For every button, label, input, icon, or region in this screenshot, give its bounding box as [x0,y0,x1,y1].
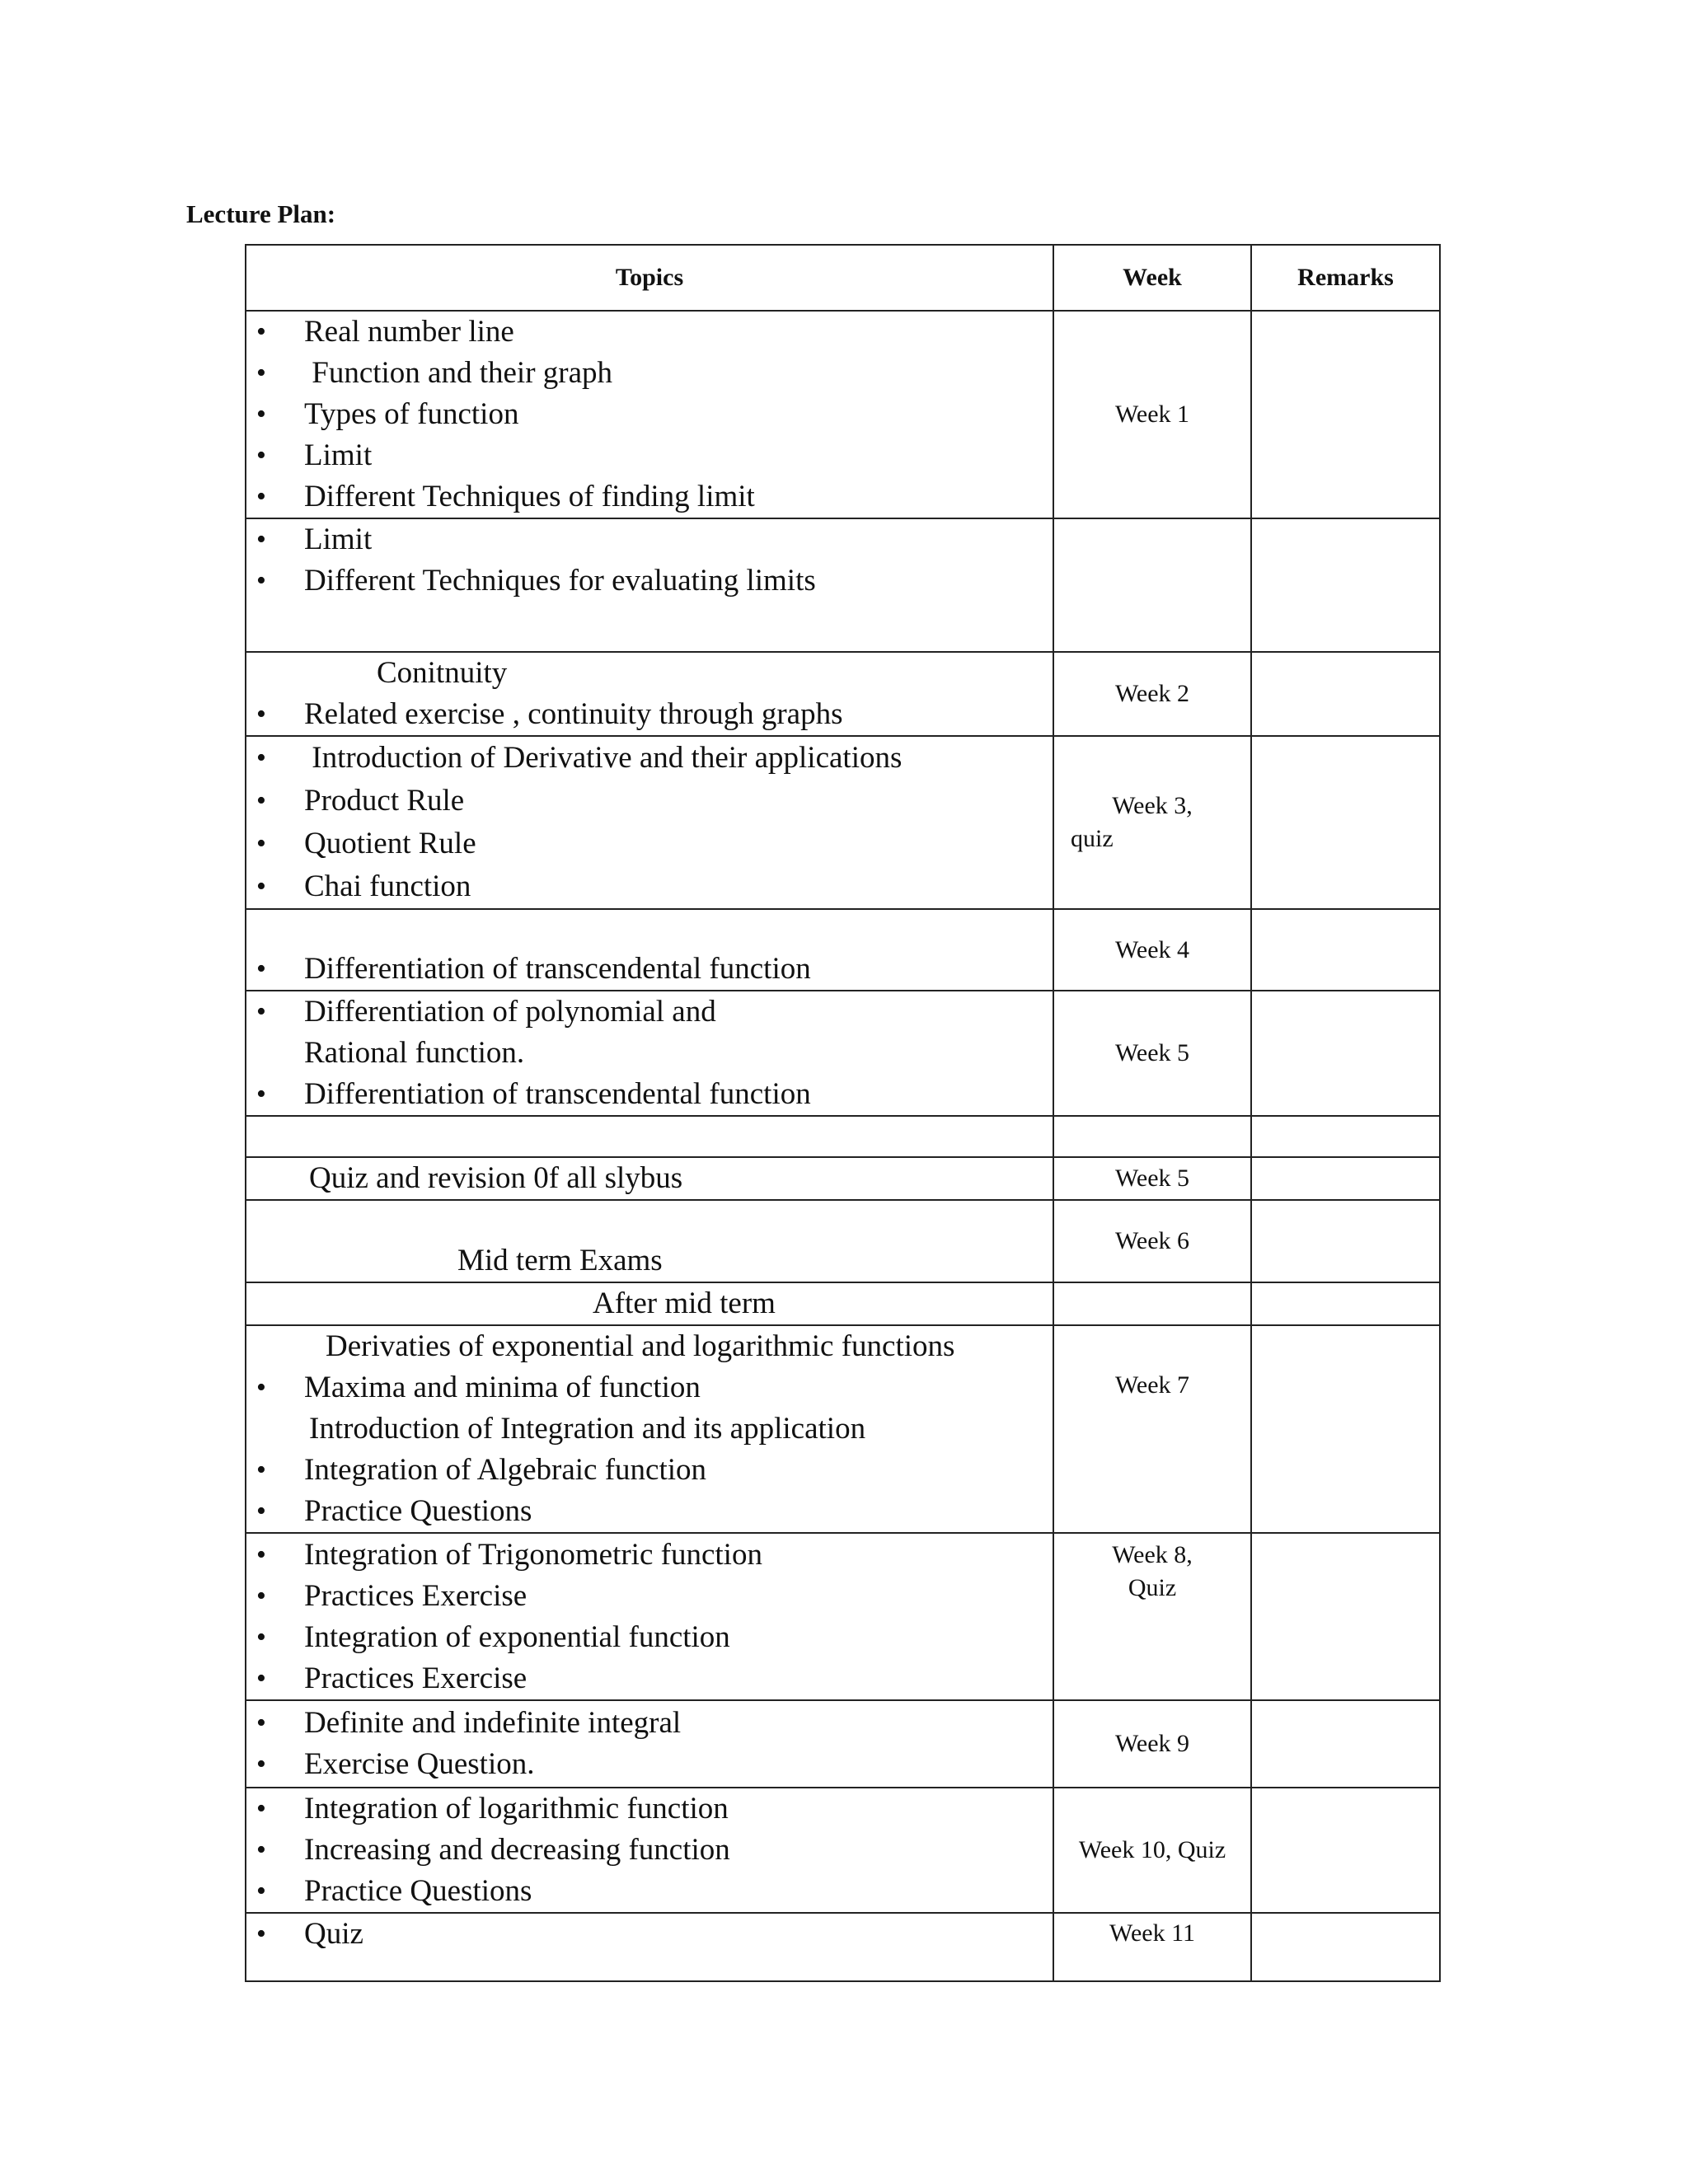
topics-cell [246,736,1053,909]
topic-item: • Real number line [304,312,1053,353]
remarks-cell [1251,736,1440,909]
week-cell [1053,518,1251,652]
topics-cell [246,652,1053,736]
topic-item: • Differentiation of transcendental function [304,1074,1053,1115]
table-row [246,518,1440,652]
topic-item: • Limit [304,519,1053,560]
topic-heading: Derivaties of exponential and logarithmic functions [326,1329,955,1363]
topic-item: • Different Techniques of finding limit [304,476,1053,518]
week-cell: Week 4 [1053,909,1251,991]
week-label: Week 3, [1112,792,1193,819]
topic-text: Quiz and revision 0f all slybus [309,1161,683,1195]
topic-heading: Introduction of Integration and its application [309,1412,866,1446]
page-heading: Lecture Plan: [186,199,336,228]
remarks-cell [1251,1325,1440,1533]
remarks-cell [1251,1200,1440,1282]
topic-text: Mid term Exams [457,1244,663,1277]
topics-cell [246,909,1053,991]
table-row [246,1533,1440,1700]
topic-item: • Practices Exercise [304,1658,1053,1699]
table-row [246,909,1440,991]
remarks-cell [1251,518,1440,652]
table-row [246,736,1440,909]
remarks-cell [1251,1533,1440,1700]
topics-cell [246,1913,1053,1981]
week-cell: Week 9 [1053,1700,1251,1788]
remarks-cell [1251,652,1440,736]
remarks-cell [1251,1157,1440,1200]
topic-item: • Product Rule [304,780,1053,823]
remarks-header: Remarks [1251,245,1440,311]
table-header-row [246,245,1440,311]
topic-item: • Types of function [304,394,1053,435]
topic-item: • Differentiation of transcendental function [304,949,1053,990]
topic-item: • Function and their graph [304,353,1053,394]
remarks-cell [1251,1116,1440,1157]
topics-cell [246,991,1053,1116]
week-cell: Week 5 [1053,991,1251,1116]
topics-cell [246,1700,1053,1788]
table-row [246,652,1440,736]
topic-item: • Exercise Question. [304,1744,1053,1785]
topic-item: • Increasing and decreasing function [304,1830,1053,1871]
topic-item: • Definite and indefinite integral [304,1703,1053,1744]
remarks-cell [1251,909,1440,991]
week-cell: Week 1 [1053,311,1251,518]
week-cell [1053,1282,1251,1325]
week-note: quiz [1071,825,1114,852]
table-row [246,1116,1440,1157]
topic-item: • Different Techniques for evaluating limits [304,560,1053,602]
table-row [246,1913,1440,1981]
topic-item: • Limit [304,435,1053,476]
remarks-cell [1251,991,1440,1116]
topic-item: • Practice Questions [304,1871,1053,1912]
week-cell: Week 2 [1053,652,1251,736]
table-row [246,1788,1440,1913]
remarks-cell [1251,1788,1440,1913]
topics-header: Topics [246,245,1053,311]
remarks-cell [1251,311,1440,518]
topic-item: • Integration of Algebraic function [304,1450,1053,1491]
topic-item: • Quotient Rule [304,823,1053,865]
table-row [246,1157,1440,1200]
topic-item: • Related exercise , continuity through graphs [304,694,1053,735]
table-row [246,1282,1440,1325]
table-row [246,1200,1440,1282]
topics-cell [246,1788,1053,1913]
week-cell: Week 6 [1053,1200,1251,1282]
topic-item: • Differentiation of polynomial and Rational function. [304,991,1053,1074]
week-header: Week [1053,245,1251,311]
topic-item: • Chai function [304,865,1053,908]
topic-item: • Introduction of Derivative and their applications [304,737,1053,780]
table-row [246,1700,1440,1788]
topic-item: • Practice Questions [304,1491,1053,1532]
week-cell [1053,1533,1251,1700]
topics-cell [246,311,1053,518]
topic-item: • Integration of exponential function [304,1617,1053,1658]
topic-item: • Quiz [304,1914,1053,1955]
topics-cell [246,1325,1053,1533]
topics-cell [246,1200,1053,1282]
table-row [246,1325,1440,1533]
week-label: Week 8, [1112,1541,1193,1568]
topics-cell [246,1533,1053,1700]
topic-item: • Integration of Trigonometric function [304,1535,1053,1576]
week-cell: Week 10, Quiz [1053,1788,1251,1913]
section-label: After mid term [593,1286,776,1320]
remarks-cell [1251,1700,1440,1788]
topic-item: • Integration of logarithmic function [304,1788,1053,1830]
lecture-plan-table [245,244,1441,1982]
week-cell: Week 7 [1053,1325,1251,1533]
table-row [246,311,1440,518]
week-cell: Week 11 [1053,1913,1251,1981]
week-cell [1053,1116,1251,1157]
remarks-cell [1251,1913,1440,1981]
topic-item: • Maxima and minima of function [304,1367,1053,1408]
topics-cell [246,1157,1053,1200]
week-cell: Week 5 [1053,1157,1251,1200]
topics-cell [246,1116,1053,1157]
table-row [246,991,1440,1116]
topics-cell [246,518,1053,652]
week-cell [1053,736,1251,909]
topics-cell [246,1282,1053,1325]
week-note: Quiz [1128,1574,1177,1601]
topic-heading: Conitnuity [377,656,508,690]
remarks-cell [1251,1282,1440,1325]
topic-item: • Practices Exercise [304,1576,1053,1617]
